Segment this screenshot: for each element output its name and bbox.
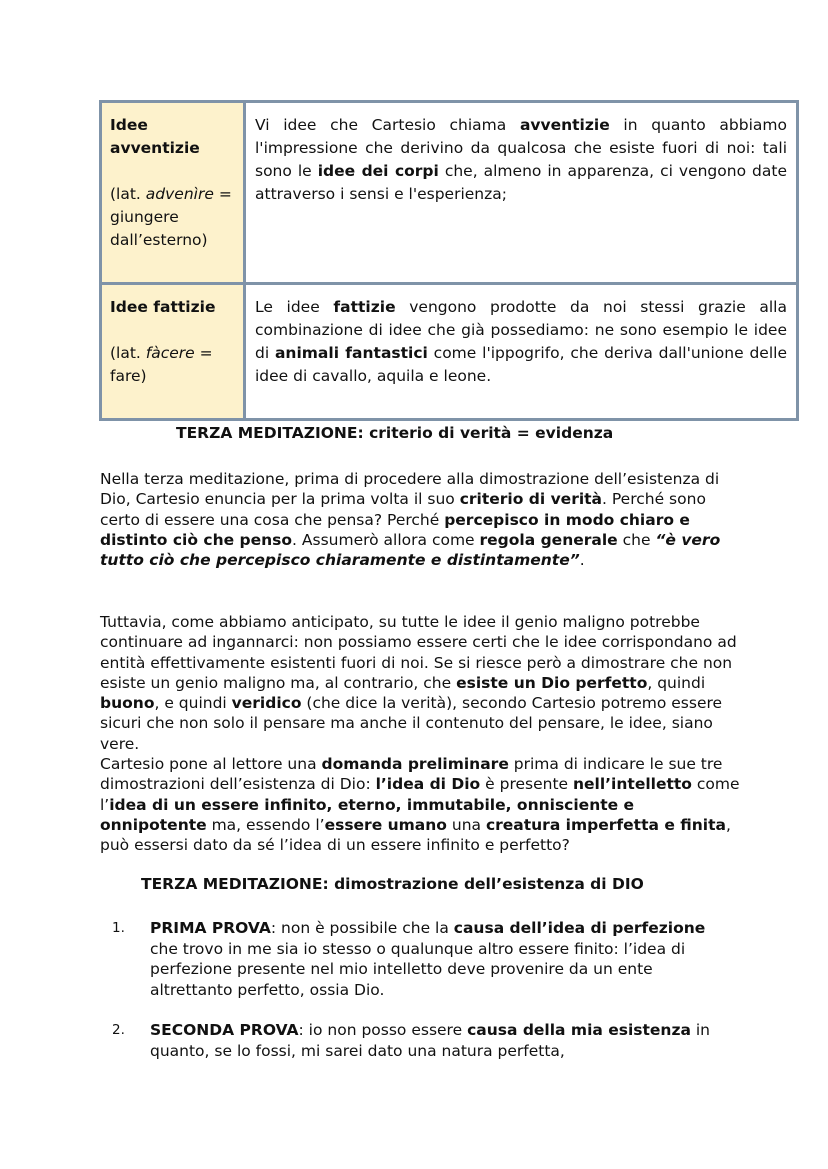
idea-title: Idee avventizie <box>110 116 200 157</box>
ideas-table <box>99 100 799 421</box>
list-number: 2. <box>112 1022 125 1038</box>
idea-label-cell <box>101 284 245 420</box>
idea-description-cell: Vi idee che Cartesio chiama avventizie in quanto abbiamo l'impressione che derivino da qualcosa che esiste fuori di noi: tali sono le idee dei corpi che, almeno in apparenza, ci vengono date attraverso i sensi e l'esperienza; <box>245 102 798 284</box>
idea-etymology: (lat. advenìre = giungere dall’esterno) <box>110 185 232 249</box>
idea-title: Idee fattizie <box>110 298 216 316</box>
idea-etymology: (lat. fàcere = fare) <box>110 344 213 385</box>
list-item: 1. PRIMA PROVA: non è possibile che la causa dell’idea di perfezione che trovo in me sia io stesso o qualunque altro essere finito: l’idea di perfezione presente nel mio intelletto deve provenire da un ente altrettanto perfetto, ossia Dio. <box>112 919 706 999</box>
table-row <box>101 102 798 284</box>
section-heading: TERZA MEDITAZIONE: dimostrazione dell’esistenza di DIO <box>141 875 644 893</box>
list-number: 1. <box>112 920 125 936</box>
section-heading: TERZA MEDITAZIONE: criterio di verità = evidenza <box>176 424 614 442</box>
idea-label-cell <box>101 102 245 284</box>
paragraph: Nella terza meditazione, prima di procedere alla dimostrazione dell’esistenza di Dio, Cartesio enuncia per la prima volta il suo criterio di verità. Perché sono certo di essere una cosa che pensa? Perché percepisco in modo chiaro e distinto ciò che penso. Assumerò allora come regola generale che “è vero tutto ciò che percepisco chiaramente e distintamente”. <box>100 470 721 570</box>
paragraph: Tuttavia, come abbiamo anticipato, su tutte le idee il genio maligno potrebbe continuare ad ingannarci: non possiamo essere certi che le idee corrispondano ad entità effettivamente esistenti fuori di noi. Se si riesce però a dimostrare che non esiste un genio maligno ma, al contrario, che esiste un Dio perfetto, quindi buono, e quindi veridico (che dice la verità), secondo Cartesio potremo essere sicuri che non solo il pensare ma anche il contenuto del pensare, le idee, siano vere. Cartesio pone al lettore una domanda preliminare prima di indicare le sue tre dimostrazioni dell’esistenza di Dio: l’idea di Dio è presente nell’intelletto come l’idea di un essere infinito, eterno, immutabile, onnisciente e onnipotente ma, essendo l’essere umano una creatura imperfetta e finita, può essersi dato da sé l’idea di un essere infinito e perfetto? <box>100 613 740 855</box>
list-item: 2. SECONDA PROVA: io non posso essere causa della mia esistenza in quanto, se lo fossi, mi sarei dato una natura perfetta, <box>112 1021 711 1060</box>
idea-description-cell: Le idee fattizie vengono prodotte da noi stessi grazie alla combinazione di idee che già possediamo: ne sono esempio le idee di animali fantastici come l'ippogrifo, che deriva dall'unione delle idee di cavallo, aquila e leone. <box>245 284 798 420</box>
table-row <box>101 284 798 420</box>
